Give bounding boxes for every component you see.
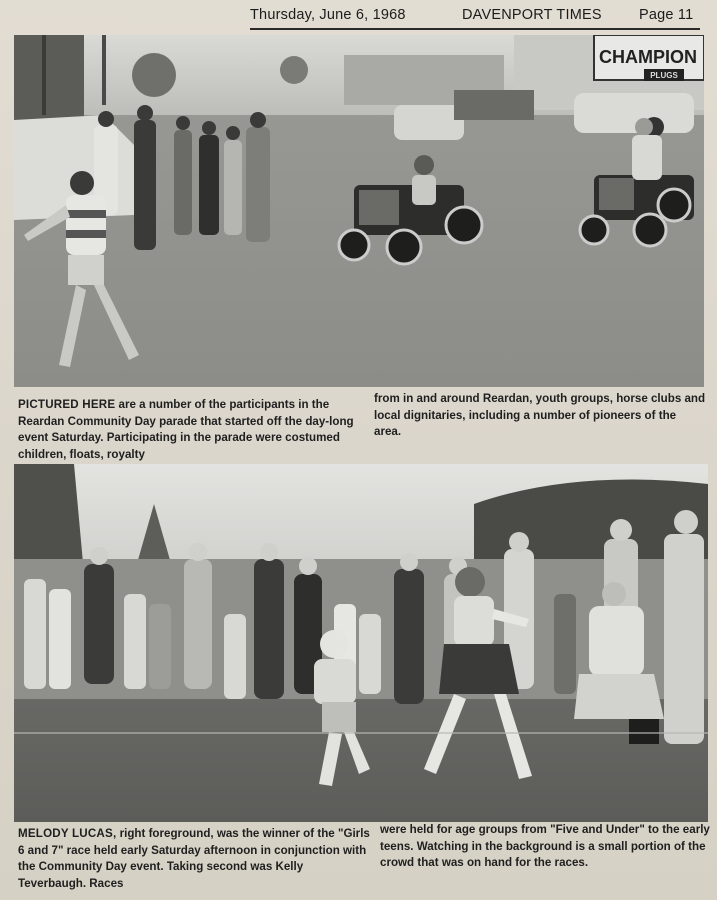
plugs-sign-text: PLUGS <box>650 71 678 80</box>
race-caption-text-b: were held for age groups from "Five and Under" to the early teens. Watching in the background is a small portion of the crowd that was on hand for the races. <box>380 823 710 869</box>
parade-caption-left <box>18 397 358 463</box>
header-paper-name: DAVENPORT TIMES <box>462 7 602 23</box>
header-page-number: Page 11 <box>639 7 694 23</box>
race-caption-text-a: right foreground, was the winner of the "Girls 6 and 7" race held early Saturday afternoon in conjunction with the Community Day event. Taking second was Kelly Teverbaugh. Races <box>18 827 370 890</box>
parade-caption-lead: PICTURED HERE <box>18 398 116 411</box>
race-photo <box>14 464 708 822</box>
race-caption-left <box>18 826 374 892</box>
champion-sign-text: CHAMPION <box>599 47 697 67</box>
race-caption-lead: MELODY LUCAS, <box>18 827 117 840</box>
header-date: Thursday, June 6, 1968 <box>250 7 406 23</box>
parade-caption-right <box>374 391 706 441</box>
parade-photo <box>14 35 704 387</box>
race-caption-right <box>380 822 710 872</box>
parade-caption-text-b: from in and around Reardan, youth groups, horse clubs and local dignitaries, including a number of pioneers of the area. <box>374 392 706 438</box>
parade-photo-image <box>14 35 704 387</box>
page-header <box>250 4 700 30</box>
race-photo-image <box>14 464 708 822</box>
parade-caption-text-a: are a number of the participants in the Reardan Community Day parade that started off the day-long event Saturday. Participating in the parade were costumed children, floats, royalty <box>18 398 354 461</box>
